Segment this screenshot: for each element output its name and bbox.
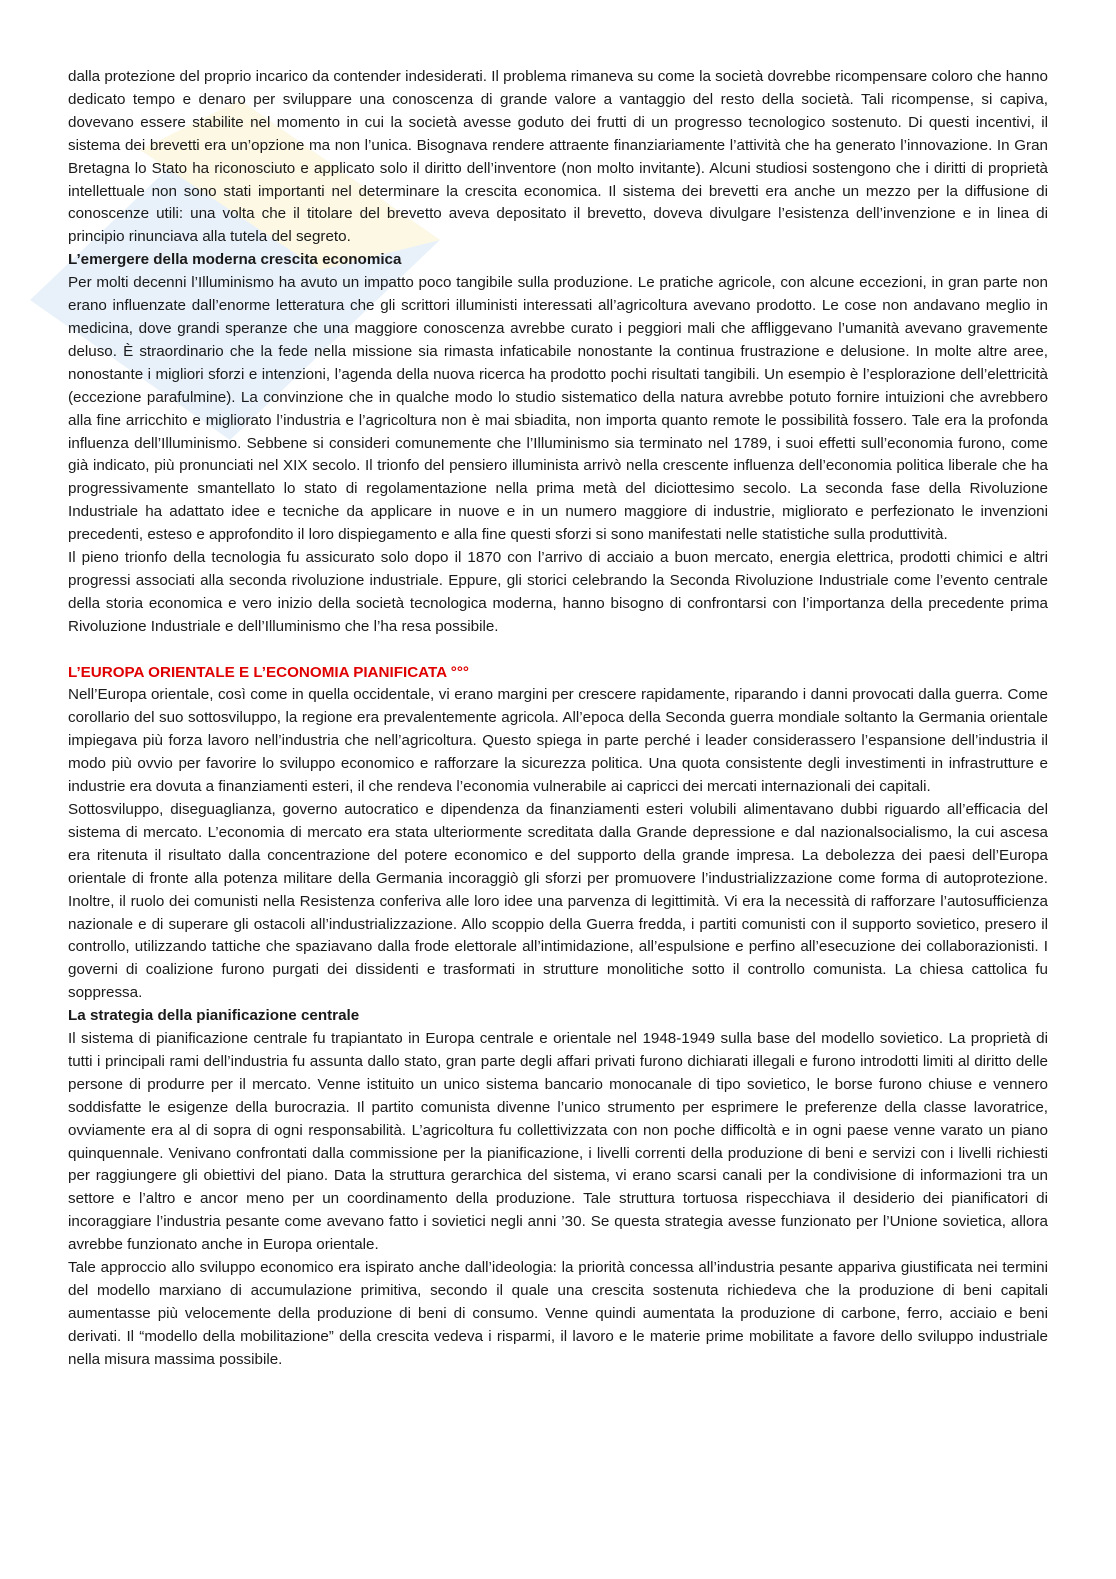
paragraph-section-2: Sottosviluppo, diseguaglianza, governo autocratico e dipendenza da finanziamenti esteri volubili alimentavano dubbi riguardo all’efficacia del sistema di mercato. L’economia di mercato era stata ulteriormente screditata dalla Grande depressione e dal nazionalsocialismo, la cui ascesa era ritenuta il risultato dalla concentrazione del potere economico e del supporto della grande impresa. La debolezza dei paesi dell’Europa orientale di fronte alla potenza militare della Germania incoraggiò gli sforzi per promuovere l’industrializzazione come forma di autoprotezione. Inoltre, il ruolo dei comunisti nella Resistenza conferiva alle loro idee una parvenza di legittimità. Vi era la necessità di rafforzare l’autosufficienza nazionale e di superare gli ostacoli all’industrializzazione. Allo scoppio della Guerra fredda, i partiti comunisti con il supporto sovietico, presero il controllo, utilizzando tattiche che spaziavano dalla frode elettorale all’intimidazione, all’espulsione e perfino all’esecuzione dei collaborazionisti. I governi di coalizione furono purgati dei dissidenti e trasformati in strutture monolitiche sotto il controllo comunista. La chiesa cattolica fu soppressa. <box>68 800 1048 1002</box>
paragraph-mid-2: Il pieno trionfo della tecnologia fu assicurato solo dopo il 1870 con l’arrivo di acciaio a buon mercato, energia elettrica, prodotti chimici e altri progressi associati alla seconda rivoluzione industriale. Eppure, gli storici celebrando la Seconda Rivoluzione Industriale come l’evento centrale della storia economica e vero inizio della società tecnologica moderna, hanno bisogno di confrontarsi con l’importanza della precedente prima Rivoluzione Industriale e dell’Illuminismo che l’ha resa possibile. <box>68 549 1048 635</box>
document-page <box>68 66 1048 1372</box>
paragraph-top-1: dalla protezione del proprio incarico da contender indesiderati. Il problema rimaneva su come la società dovrebbe ricompensare coloro che hanno dedicato tempo e denaro per sviluppare una conoscenza di grande valore a vantaggio del resto della società. Tali ricompense, si capiva, dovevano essere stabilite nel momento in cui la società avesse goduto dei frutti di un progresso tecnologico sostenuto. Di questi incentivi, il sistema dei brevetti era un’opzione ma non l’unica. Bisognava rendere attraente finanziariamente l’attività che ha generato l’innovazione. In Gran Bretagna lo Stato ha riconosciuto e applicato solo il diritto dell’inventore (non molto invitante). Alcuni studiosi sostengono che i diritti di proprietà intellettuale non sono stati importanti nel determinare la crescita economica. Il sistema dei brevetti era anche un mezzo per la diffusione di conoscenze utili: una volta che il titolare del brevetto aveva depositato il brevetto, doveva divulgare l’esistenza dell’invenzione e in linea di principio rinunciava alla tutela del segreto. <box>68 68 1048 246</box>
paragraph-section-1: Nell’Europa orientale, così come in quella occidentale, vi erano margini per crescere rapidamente, riparando i danni provocati dalla guerra. Come corollario del suo sottosviluppo, la regione era prevalentemente agricola. All’epoca della Seconda guerra mondiale soltanto la Germania orientale impiegava più forza lavoro nell’industria che nell’agricoltura. Questo spiega in parte perché i leader considerassero l’espansione dell’industria il modo più ovvio per favorire lo sviluppo economico e rafforzare la sicurezza politica. Una quota consistente degli investimenti in infrastrutture e industrie era dovuta a finanziamenti esteri, il che rendeva l’economia vulnerabile ai capricci dei mercati internazionali dei capitali. <box>68 686 1048 796</box>
blank-line <box>68 639 1048 662</box>
subheading-central-planning: La strategia della pianificazione centrale <box>68 1007 360 1025</box>
section-title-eastern-europe: L’EUROPA ORIENTALE E L’ECONOMIA PIANIFICATA °°° <box>68 663 470 681</box>
paragraph-bottom-2: Tale approccio allo sviluppo economico era ispirato anche dall’ideologia: la priorità concessa all’industria pesante appariva giustificata nei termini del modello marxiano di accumulazione primitiva, secondo il quale una crescita sostenuta richiedeva che la produzione di beni capitali aumentasse più velocemente della produzione di beni di consumo. Venne quindi aumentata la produzione di carbone, ferro, acciaio e beni derivati. Il “modello della mobilitazione” della crescita vedeva i risparmi, il lavoro e le materie prime mobilitate a favore dello sviluppo industriale nella misura massima possibile. <box>68 1259 1048 1368</box>
subheading-modern-growth: L’emergere della moderna crescita economica <box>68 251 402 269</box>
paragraph-bottom-1: Il sistema di pianificazione centrale fu trapiantato in Europa centrale e orientale nel 1948-1949 sulla base del modello sovietico. La proprietà di tutti i principali rami dell’industria fu assunta dallo stato, gran parte degli affari privati furono dichiarati illegali e furono introdotti limiti al diritto delle persone di produrre per il mercato. Venne istituito un unico sistema bancario monocanale di tipo sovietico, le borse furono chiuse e vennero soddisfatte le esigenze della burocrazia. Il partito comunista divenne l’unico strumento per esprimere le preferenze della classe lavoratrice, ovviamente era al di sopra di ogni responsabilità. L’agricoltura fu collettivizzata con non poche difficoltà e in ogni paese venne varato un piano quinquennale. Venivano confrontati dalla commissione per la pianificazione, i livelli correnti della produzione di beni e servizi con i livelli richiesti per raggiungere gli obiettivi del piano. Data la struttura gerarchica del sistema, vi erano scarsi canali per la condivisione di informazioni tra un settore e l’altro e ancor meno per un coordinamento della produzione. Tale struttura tortuosa rispecchiava il desiderio dei pianificatori di incoraggiare l’industria pesante come avevano fatto i sovietici negli anni ’30. Se questa strategia avesse funzionato per l’Unione sovietica, allora avrebbe funzionato anche in Europa orientale. <box>68 1030 1048 1254</box>
paragraph-mid-1: Per molti decenni l’Illuminismo ha avuto un impatto poco tangibile sulla produzione. Le pratiche agricole, con alcune eccezioni, in gran parte non erano influenzate dall’enorme letteratura che gli scrittori illuministi interessati all’agricoltura avevano prodotto. Le cose non andavano meglio in medicina, dove grandi speranze che una maggiore conoscenza avrebbe curato i peggiori mali che affliggevano l’umanità avevano gravemente deluso. È straordinario che la fede nella missione sia rimasta infaticabile nonostante la continua frustrazione e delusione. In molte altre aree, nonostante i migliori sforzi e intenzioni, l’agenda della nuova ricerca ha prodotto pochi risultati tangibili. Un esempio è l’esplorazione dell’elettricità (eccezione parafulmine). La convinzione che in qualche modo lo studio sistematico della natura avrebbe potuto fornire intuizioni che avrebbero alla fine arricchito e migliorato l’industria e l’agricoltura non è mai sbiadita, non importa quanto remote le possibilità fossero. Tale era la profonda influenza dell’Illuminismo. Sebbene si consideri comunemente che l’Illuminismo sia terminato nel 1789, i suoi effetti sull’economia furono, come già indicato, più pronunciati nel XIX secolo. Il trionfo del pensiero illuminista arrivò nella crescente influenza dell’economia politica liberale che ha progressivamente smantellato lo stato di regolamentazione nella prima metà del diciottesimo secolo. La seconda fase della Rivoluzione Industriale ha adattato idee e tecniche da applicare in nuove e in un numero maggiore di industrie, migliorato e perfezionato le invenzioni precedenti, esteso e approfondito il loro dispiegamento e alla fine questi sforzi si sono manifestati nelle statistiche sulla produttività. <box>68 274 1048 544</box>
